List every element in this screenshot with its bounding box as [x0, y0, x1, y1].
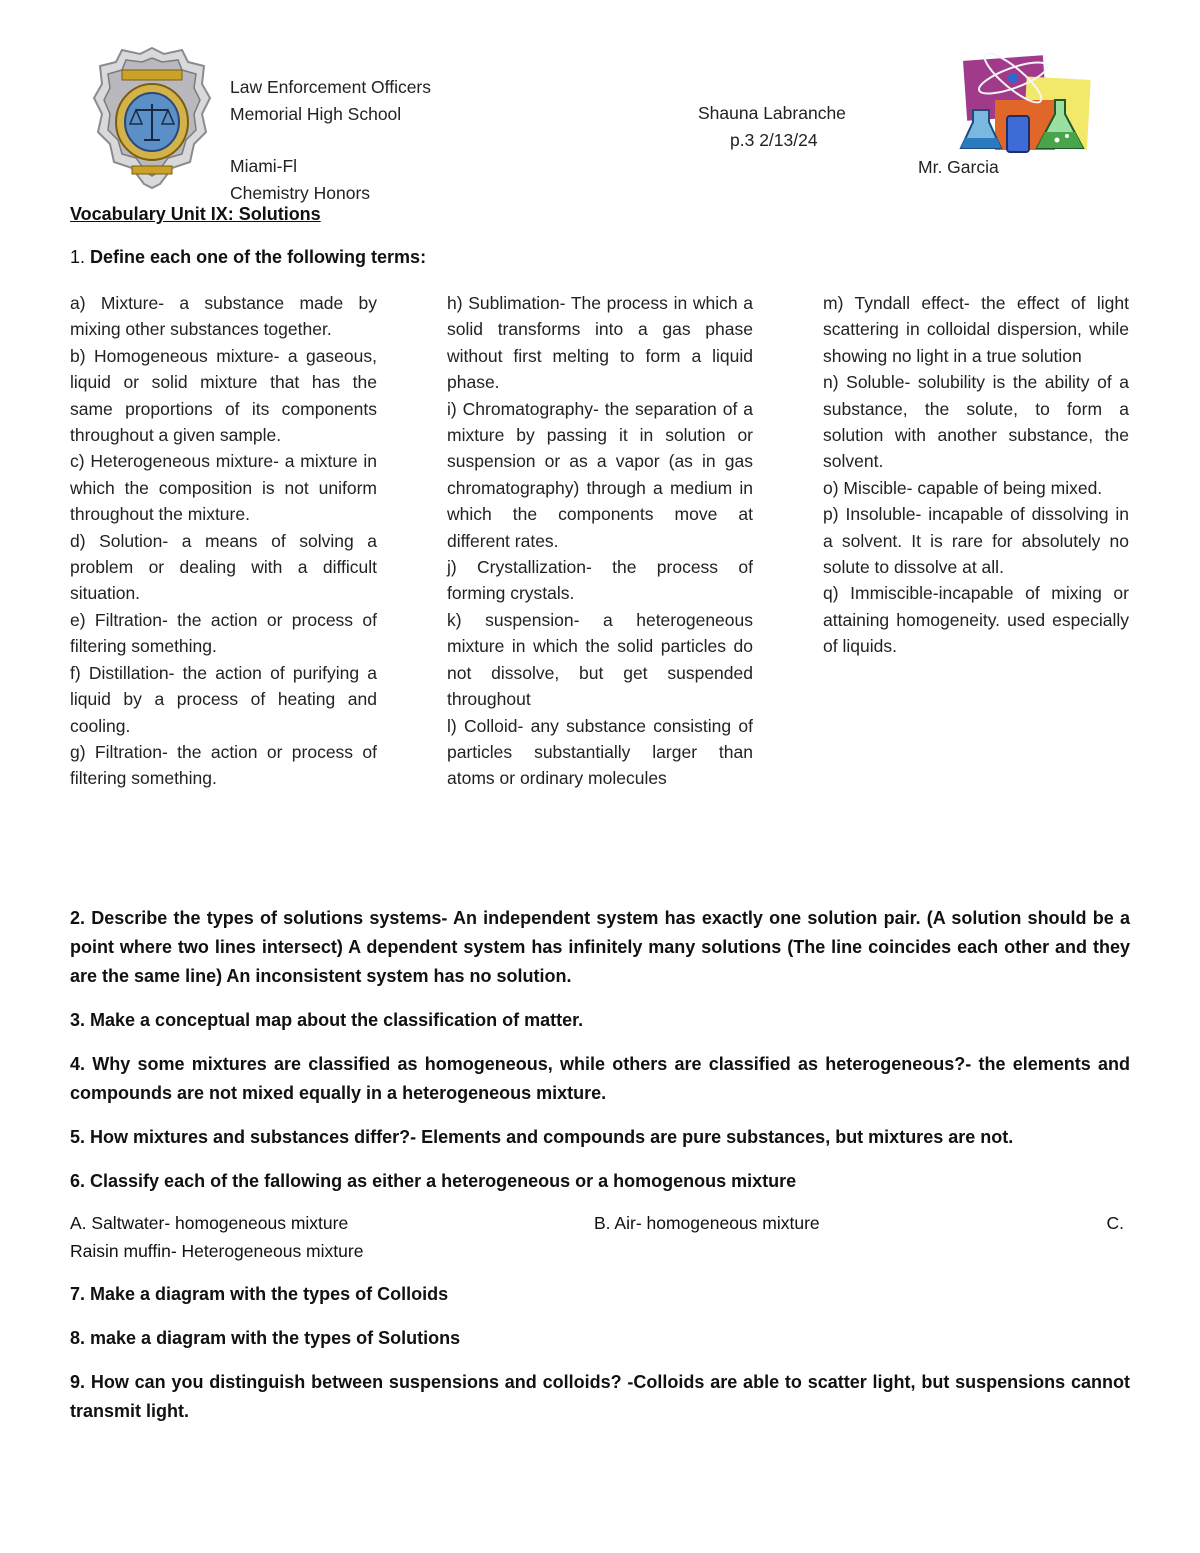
chemistry-clipart [955, 50, 1095, 162]
period-date: p.3 2/13/24 [730, 130, 818, 150]
definition-k: k) suspension- a heterogeneous mixture in which the solid particles do not dissolve, but get suspended throughout [447, 609, 753, 710]
school-line-3: Miami-Fl [230, 156, 298, 176]
question-6: 6. Classify each of the fallowing as either a heterogeneous or a homogenous mixture [70, 1171, 797, 1191]
definitions-column-2 [447, 290, 753, 792]
definition-f: f) Distillation- the action of purifying a liquid by a process of heating and cooling. [70, 662, 377, 736]
question-7: 7. Make a diagram with the types of Colloids [70, 1284, 449, 1304]
school-line-2: Memorial High School [230, 103, 402, 124]
definition-d: d) Solution- a means of solving a problem or dealing with a difficult situation. [70, 530, 377, 604]
question-6-answers [70, 1209, 1130, 1265]
question-5: 5. How mixtures and substances differ?- Elements and compounds are pure substances, but mixtures are not. [70, 1127, 1014, 1147]
definition-l: l) Colloid- any substance consisting of particles substantially larger than atoms or ordinary molecules [447, 715, 753, 789]
definitions-column-1 [70, 290, 377, 792]
definition-q: q) Immiscible-incapable of mixing or attaining homogeneity. used especially of liquids. [823, 583, 1129, 657]
student-info [698, 100, 868, 154]
definition-g: g) Filtration- the action or process of filtering something. [70, 741, 377, 789]
question-8: 8. make a diagram with the types of Solutions [70, 1328, 461, 1348]
school-line-1: Law Enforcement Officers [230, 77, 432, 97]
definitions-column-3 [823, 290, 1129, 660]
definition-i: i) Chromatography- the separation of a mixture by passing it in solution or suspension or as a vapor (as in gas chromatography) through a medium in which the components move at different rates. [447, 398, 753, 551]
definition-o: o) Miscible- capable of being mixed. [823, 477, 1103, 498]
definition-c: c) Heterogeneous mixture- a mixture in which the composition is not uniform throughout the mixture. [70, 451, 377, 525]
school-seal-logo [92, 44, 212, 192]
definition-b: b) Homogeneous mixture- a gaseous, liquid or solid mixture that has the same proportions of its components throughout a given sample. [70, 345, 377, 446]
question-9: 9. How can you distinguish between suspensions and colloids? -Colloids are able to scatter light, but suspensions cannot transmit light. [70, 1372, 1130, 1421]
school-info [230, 74, 431, 206]
answer-c-letter: C. [1106, 1213, 1124, 1233]
definition-a: a) Mixture- a substance made by mixing other substances together. [70, 293, 377, 340]
definition-p: p) Insoluble- incapable of dissolving in a solvent. It is rare for absolutely no solute to dissolve at all. [823, 504, 1129, 578]
school-line-4: Chemistry Honors [230, 182, 371, 203]
definition-h: h) Sublimation- The process in which a solid transforms into a gas phase without first melting to form a liquid phase. [447, 293, 753, 393]
definition-j: j) Crystallization- the process of forming crystals. [447, 557, 753, 604]
answer-b: B. Air- homogeneous mixture [594, 1213, 820, 1233]
student-name: Shauna Labranche [698, 103, 846, 123]
answer-a: A. Saltwater- homogeneous mixture [70, 1213, 349, 1233]
teacher-name: Mr. Garcia [918, 157, 999, 177]
question-1-prompt: Define each one of the following terms: [90, 247, 427, 267]
definition-e: e) Filtration- the action or process of filtering something. [70, 609, 377, 657]
definition-n: n) Soluble- solubility is the ability of a substance, the solute, to form a solution with another substance, the solvent. [823, 372, 1129, 472]
questions-section [70, 904, 1130, 1441]
question-2: 2. Describe the types of solutions systems- An independent system has exactly one solution pair. (A solution should be a point where two lines intersect) A dependent system has infinitely many solutions (The line coincides each other and they are the same line) An inconsistent system has no solution. [70, 908, 1130, 986]
question-3: 3. Make a conceptual map about the classification of matter. [70, 1010, 584, 1030]
question-4: 4. Why some mixtures are classified as homogeneous, while others are classified as heterogeneous?- the elements and compounds are not mixed equally in a heterogeneous mixture. [70, 1054, 1130, 1103]
page-title: Vocabulary Unit IX: Solutions [70, 204, 321, 224]
definition-m: m) Tyndall effect- the effect of light scattering in colloidal dispersion, while showing no light in a true solution [823, 293, 1129, 366]
question-1 [70, 247, 426, 268]
question-1-number: 1. [70, 247, 86, 267]
answer-c: Raisin muffin- Heterogeneous mixture [70, 1241, 364, 1261]
